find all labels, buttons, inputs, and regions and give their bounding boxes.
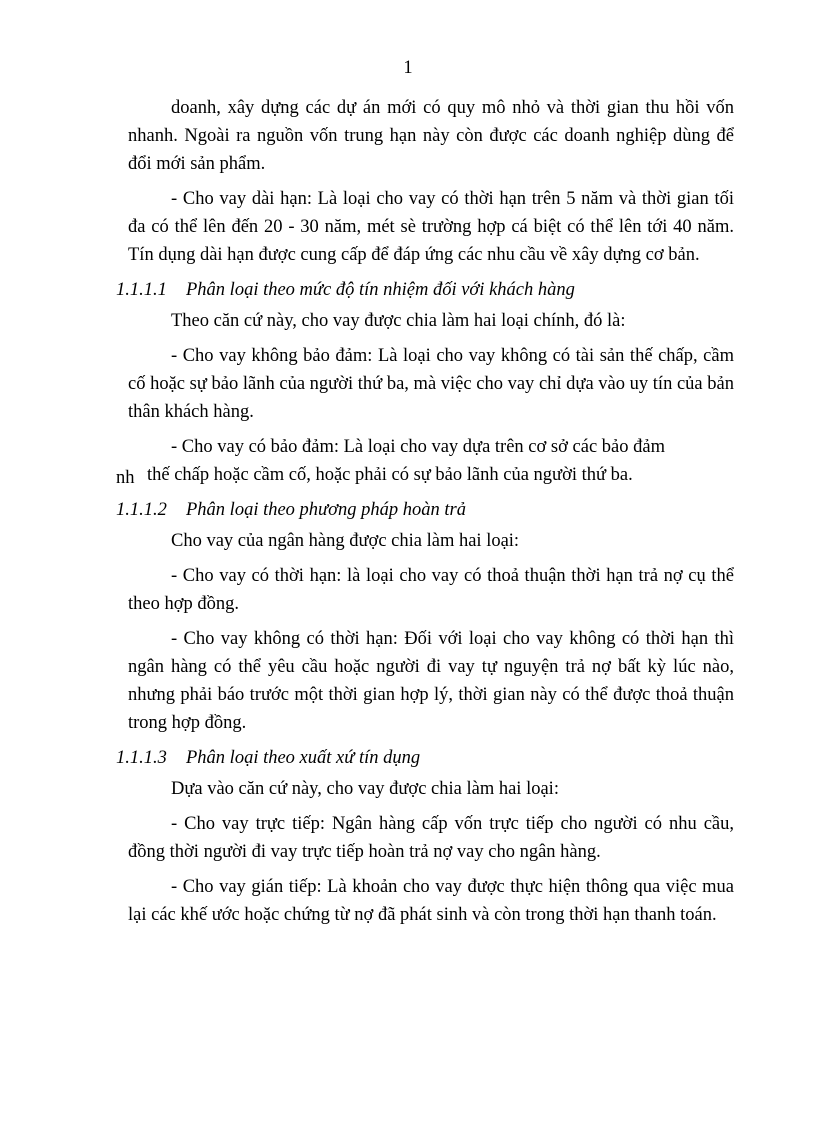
page-content: [116, 94, 734, 929]
section-title: Phân loại theo phương pháp hoàn trả: [186, 500, 466, 520]
paragraph: - Cho vay không bảo đảm: Là loại cho vay không có tài sản thế chấp, cầm cố hoặc sự bảo lãnh của người thứ ba, mà việc cho vay chỉ dựa vào uy tín của bản thân khách hàng.: [128, 346, 734, 422]
section-number: 1.1.1.2: [116, 500, 167, 520]
section-title: Phân loại theo mức độ tín nhiệm đối với khách hàng: [186, 280, 575, 300]
paragraph: - Cho vay gián tiếp: Là khoản cho vay được thực hiện thông qua việc mua lại các khế ước hoặc chứng từ nợ đã phát sinh và còn trong thời hạn thanh toán.: [128, 877, 734, 925]
paragraph: - Cho vay không có thời hạn: Đối với loại cho vay không có thời hạn thì ngân hàng có thể yêu cầu hoặc người đi vay tự nguyện trả nợ bất kỳ lúc nào, nhưng phải báo trước một thời gian hợp lý, thời gian này có thể được thoả thuận trong hợp đồng.: [128, 629, 734, 733]
section-heading-1: [116, 276, 734, 304]
section-title: Phân loại theo xuất xứ tín dụng: [186, 748, 421, 768]
paragraph: Theo căn cứ này, cho vay được chia làm hai loại chính, đó là:: [171, 311, 626, 331]
paragraph-long-term-loan: - Cho vay dài hạn: Là loại cho vay có thời hạn trên 5 năm và thời gian tối đa có thể lên đến 20 - 30 năm, mét sè trường hợp cá biệt có thể lên tới 40 năm. Tín dụng dài hạn được cung cấp để đáp ứng các nhu cầu về xây dựng cơ bản.: [128, 189, 734, 265]
paragraph: Dựa vào căn cứ này, cho vay được chia làm hai loại:: [171, 779, 559, 799]
continuation-text: thế chấp hoặc cầm cố, hoặc phải có sự bảo lãnh của người thứ ba.: [147, 465, 633, 485]
section-number: 1.1.1.3: [116, 748, 167, 768]
paragraph: Cho vay của ngân hàng được chia làm hai loại:: [171, 531, 520, 551]
paragraph: - Cho vay có thời hạn: là loại cho vay có thoả thuận thời hạn trả nợ cụ thể theo hợp đồng.: [128, 566, 734, 614]
section-number: 1.1.1.1: [116, 280, 167, 300]
paragraph: - Cho vay có bảo đảm: Là loại cho vay dựa trên cơ sở các bảo đảm: [171, 437, 665, 457]
section-heading-2: [116, 496, 734, 524]
paragraph: - Cho vay trực tiếp: Ngân hàng cấp vốn trực tiếp cho người có nhu cầu, đồng thời người đi vay trực tiếp hoàn trả nợ vay cho ngân hàng.: [128, 814, 734, 862]
text-fragment: nh: [116, 468, 135, 488]
page-number: 1: [403, 58, 413, 78]
section-heading-3: [116, 744, 734, 772]
paragraph-continuation: [116, 461, 734, 489]
paragraph-intro: doanh, xây dựng các dự án mới có quy mô nhỏ và thời gian thu hồi vốn nhanh. Ngoài ra nguồn vốn trung hạn này còn được các doanh nghiệp dùng để đổi mới sản phẩm.: [128, 98, 734, 174]
